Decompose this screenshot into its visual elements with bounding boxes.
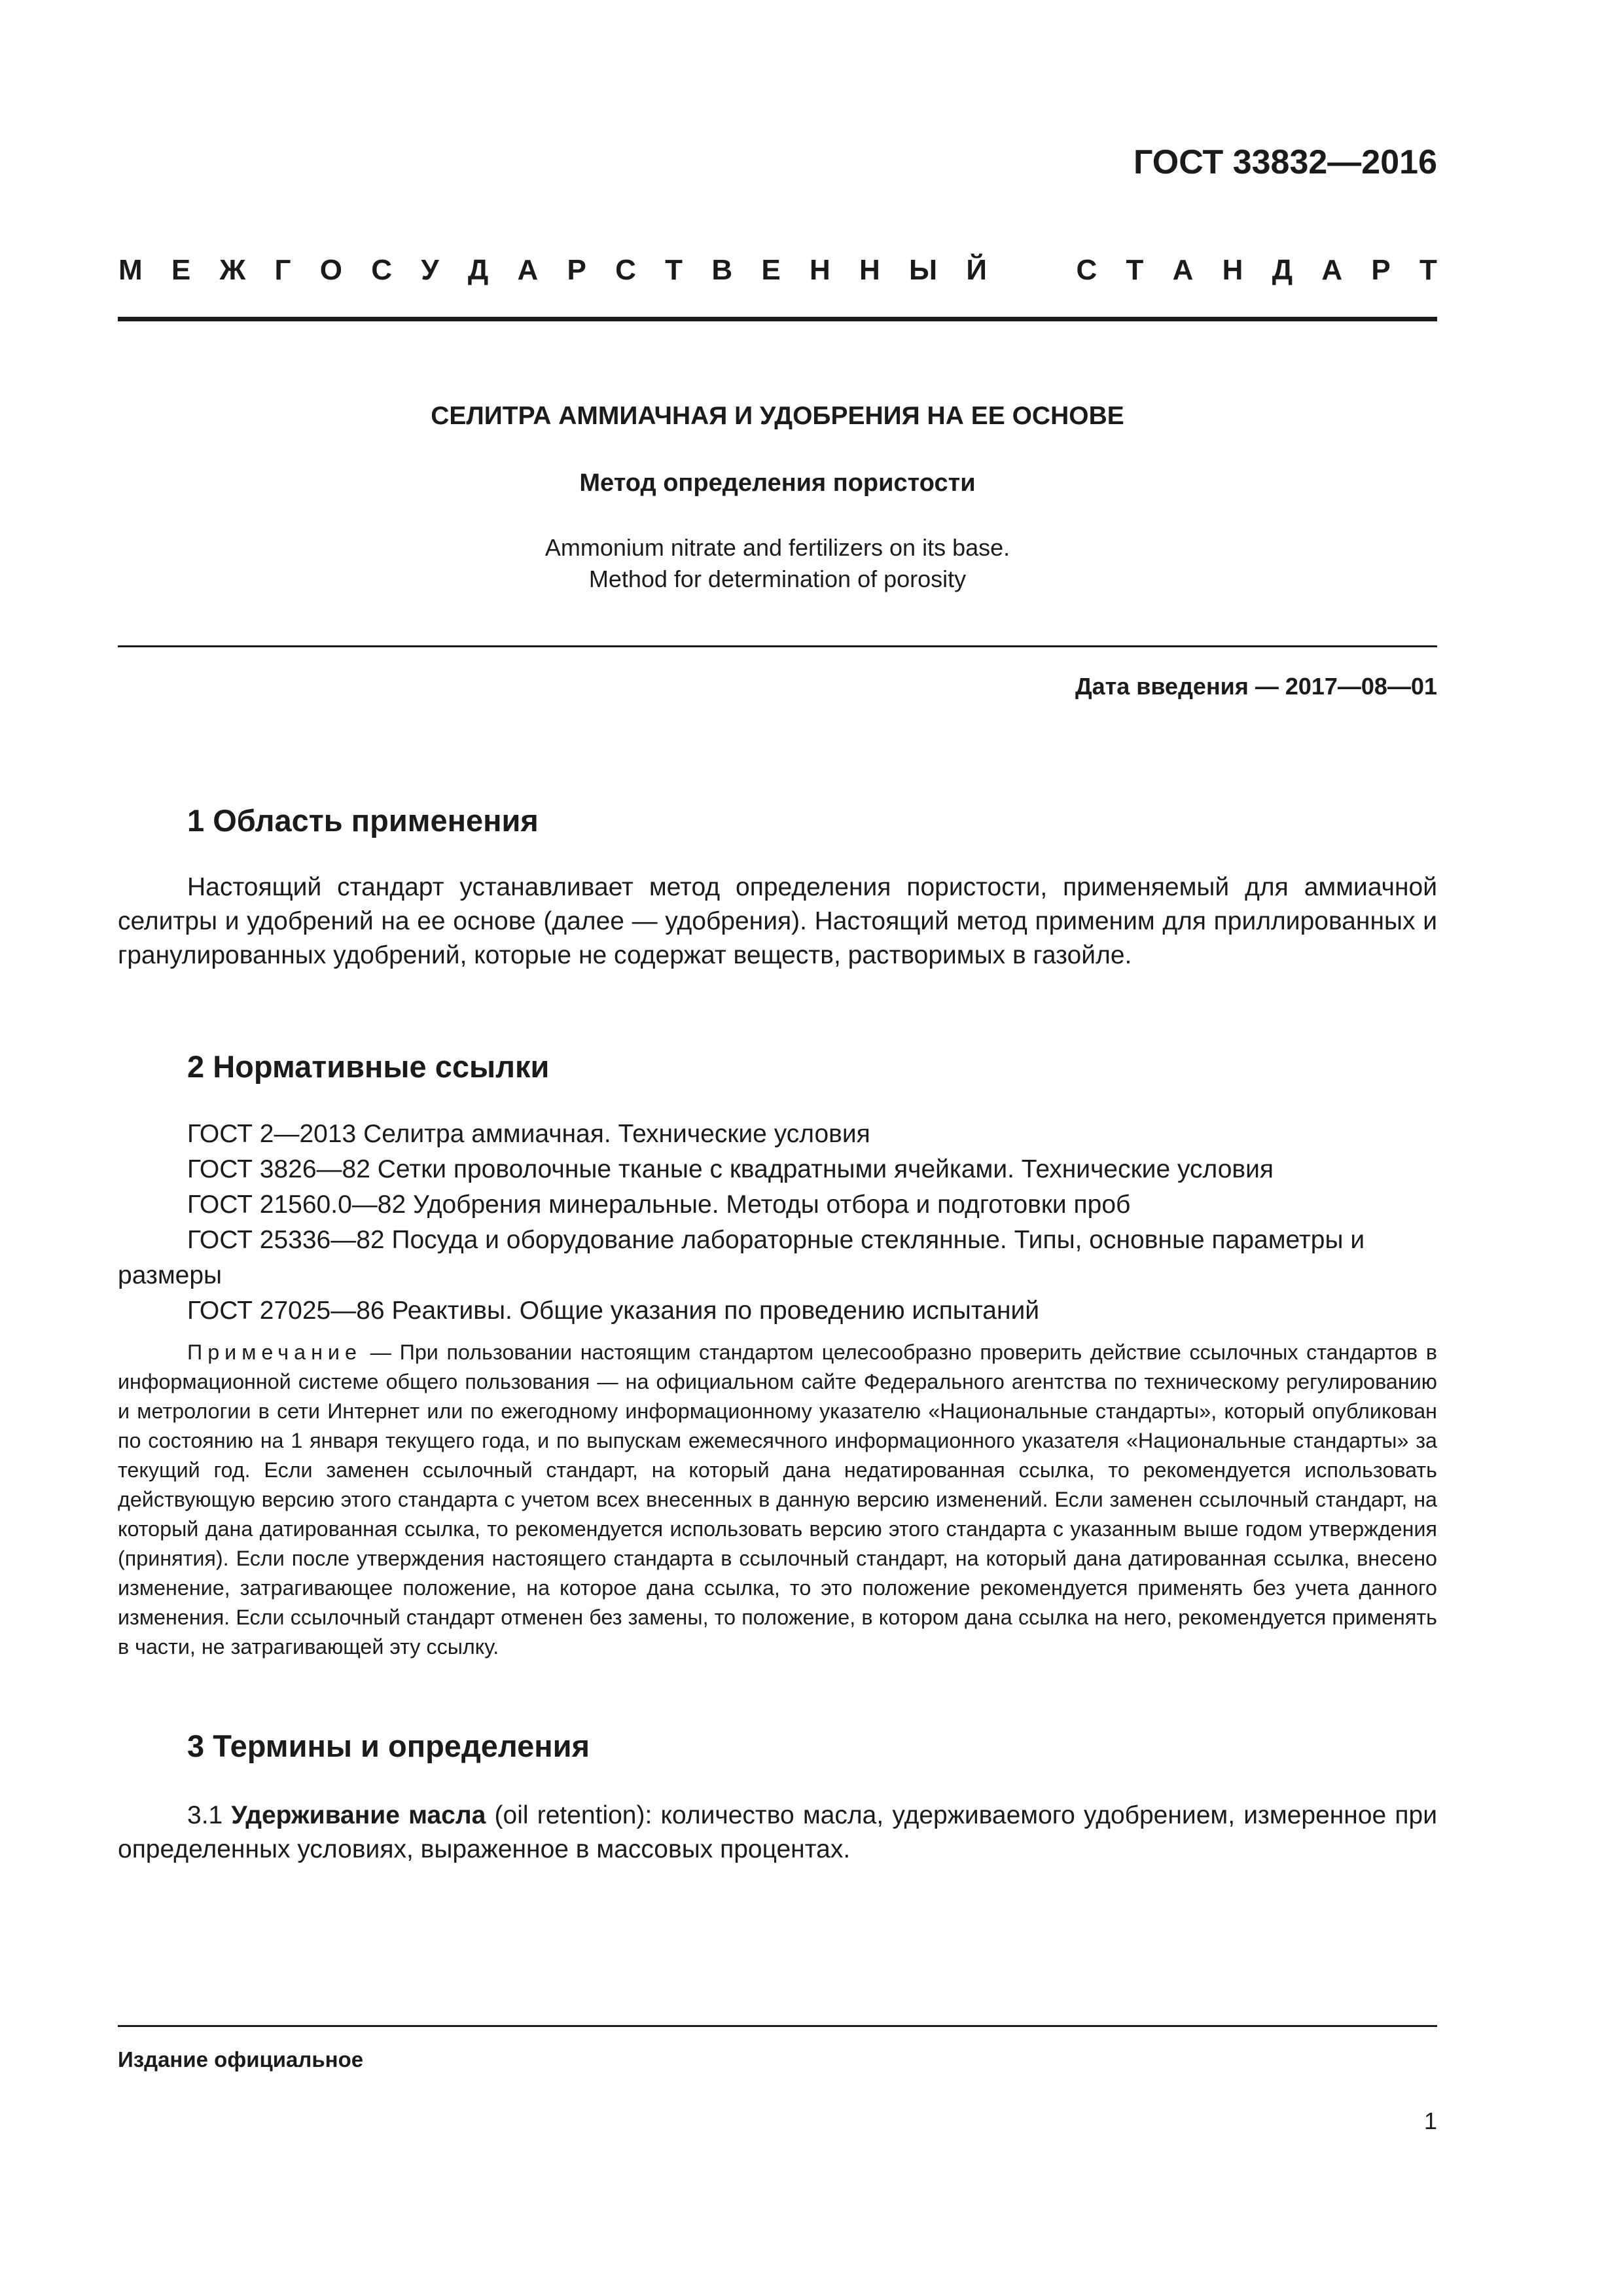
title-rule (118, 645, 1437, 647)
document-subtitle: Метод определения пористости (579, 469, 976, 497)
english-title-line-1: Ammonium nitrate and fertilizers on its base. (544, 534, 1010, 561)
section-1-text: Настоящий стандарт устанавливает метод определения пористости, применяемый для аммиачной селитры и удобрений на ее основе (далее — удобрения). Настоящий метод применим для приллированных и гранулированных удобрений, которые не содержат веществ, растворимых в газойле. (118, 873, 1437, 969)
header-letter: Н (859, 254, 880, 286)
header-letter: В (711, 254, 733, 286)
page-number: 1 (1423, 2108, 1437, 2134)
edition-label: Издание официальное (118, 2047, 364, 2072)
header-letter: У (421, 254, 439, 286)
header-rule (118, 317, 1437, 321)
reference-item: ГОСТ 25336—82 Посуда и оборудование лабораторные стеклянные. Типы, основные параметры и размеры (118, 1226, 1365, 1289)
header-letter: Р (567, 254, 586, 286)
english-title-line-2: Method for determination of porosity (588, 565, 967, 592)
header-letter: С (1076, 254, 1097, 286)
header-letter: Н (809, 254, 830, 286)
header-letter: Р (1371, 254, 1391, 286)
header-letter: Е (171, 254, 191, 286)
effective-date: Дата введения — 2017—08—01 (1075, 673, 1437, 700)
term-english: (oil retention): (486, 1801, 652, 1829)
term-number: 3.1 (187, 1801, 232, 1829)
header-letter: Г (274, 254, 291, 286)
header-letter: Ж (219, 254, 246, 286)
note-label: Примечание (187, 1340, 362, 1364)
header-letter: О (319, 254, 342, 286)
header-letter: Н (1222, 254, 1243, 286)
header-letter: А (517, 254, 539, 286)
header-word-gap (1016, 254, 1047, 287)
term-definition (118, 1799, 1437, 1867)
header-letter: Т (1126, 254, 1144, 286)
header-letter: Д (467, 254, 489, 286)
term-name: Удерживание масла (231, 1801, 486, 1829)
reference-item: ГОСТ 2—2013 Селитра аммиачная. Технические условия (187, 1120, 870, 1148)
footer-rule (118, 2025, 1437, 2027)
header-letter: Т (1419, 254, 1437, 286)
header-letter: Е (761, 254, 781, 286)
header-letter: А (1172, 254, 1194, 286)
reference-item: ГОСТ 21560.0—82 Удобрения минеральные. Методы отбора и подготовки проб (187, 1191, 1131, 1219)
header-letter: С (371, 254, 393, 286)
term-definition-text: количество масла, удерживаемого удобрением, измеренное при определенных условиях, выраженное в массовых процентах. (118, 1801, 1438, 1863)
section-1-heading: 1 Область применения (187, 803, 539, 838)
reference-item: ГОСТ 3826—82 Сетки проволочные тканые с квадратными ячейками. Технические условия (187, 1155, 1274, 1183)
header-letter: А (1321, 254, 1343, 286)
standard-type-heading (118, 254, 1437, 287)
header-letter: С (615, 254, 636, 286)
header-letter: Т (665, 254, 683, 286)
note-text: — При пользовании настоящим стандартом целесообразно проверить действие ссылочных стандартов в информационной системе общего пользования — на официальном сайте Федерального агентства по техническому регулированию и метрологии в сети Интернет или по ежегодному информационному указателю «Национальные стандарты», который опубликован по состоянию на 1 января текущего года, и по выпускам ежемесячного информационного указателя «Национальные стандарты» за текущий год. Если заменен ссылочный стандарт, на который дана недатированная ссылка, то рекомендуется использовать действующую версию этого стандарта с учетом всех внесенных в данную версию изменений. Если заменен ссылочный стандарт, на который дана датированная ссылка, то рекомендуется использовать версию этого стандарта с указанным выше годом утверждения (принятия). Если после утверждения настоящего стандарта в ссылочный стандарт, на который дана датированная ссылка, внесено изменение, затрагивающее положение, на которое дана ссылка, то это положение рекомендуется применять без учета данного изменения. Если ссылочный стандарт отменен без замены, то положение, в котором дана ссылка на него, рекомендуется применять в части, не затрагивающей эту ссылку. (118, 1340, 1437, 1659)
references-note (118, 1338, 1437, 1662)
header-letter: Ы (909, 254, 938, 286)
section-2-heading: 2 Нормативные ссылки (187, 1049, 550, 1084)
header-letter: Д (1272, 254, 1293, 286)
header-letter: М (118, 254, 143, 286)
header-letter: Й (966, 254, 987, 286)
section-3-heading: 3 Термины и определения (187, 1729, 590, 1763)
document-title: СЕЛИТРА АММИАЧНАЯ И УДОБРЕНИЯ НА ЕЕ ОСНОВЕ (431, 402, 1124, 430)
standard-number: ГОСТ 33832—2016 (1133, 143, 1437, 181)
reference-item: ГОСТ 27025—86 Реактивы. Общие указания по проведению испытаний (187, 1297, 1040, 1325)
